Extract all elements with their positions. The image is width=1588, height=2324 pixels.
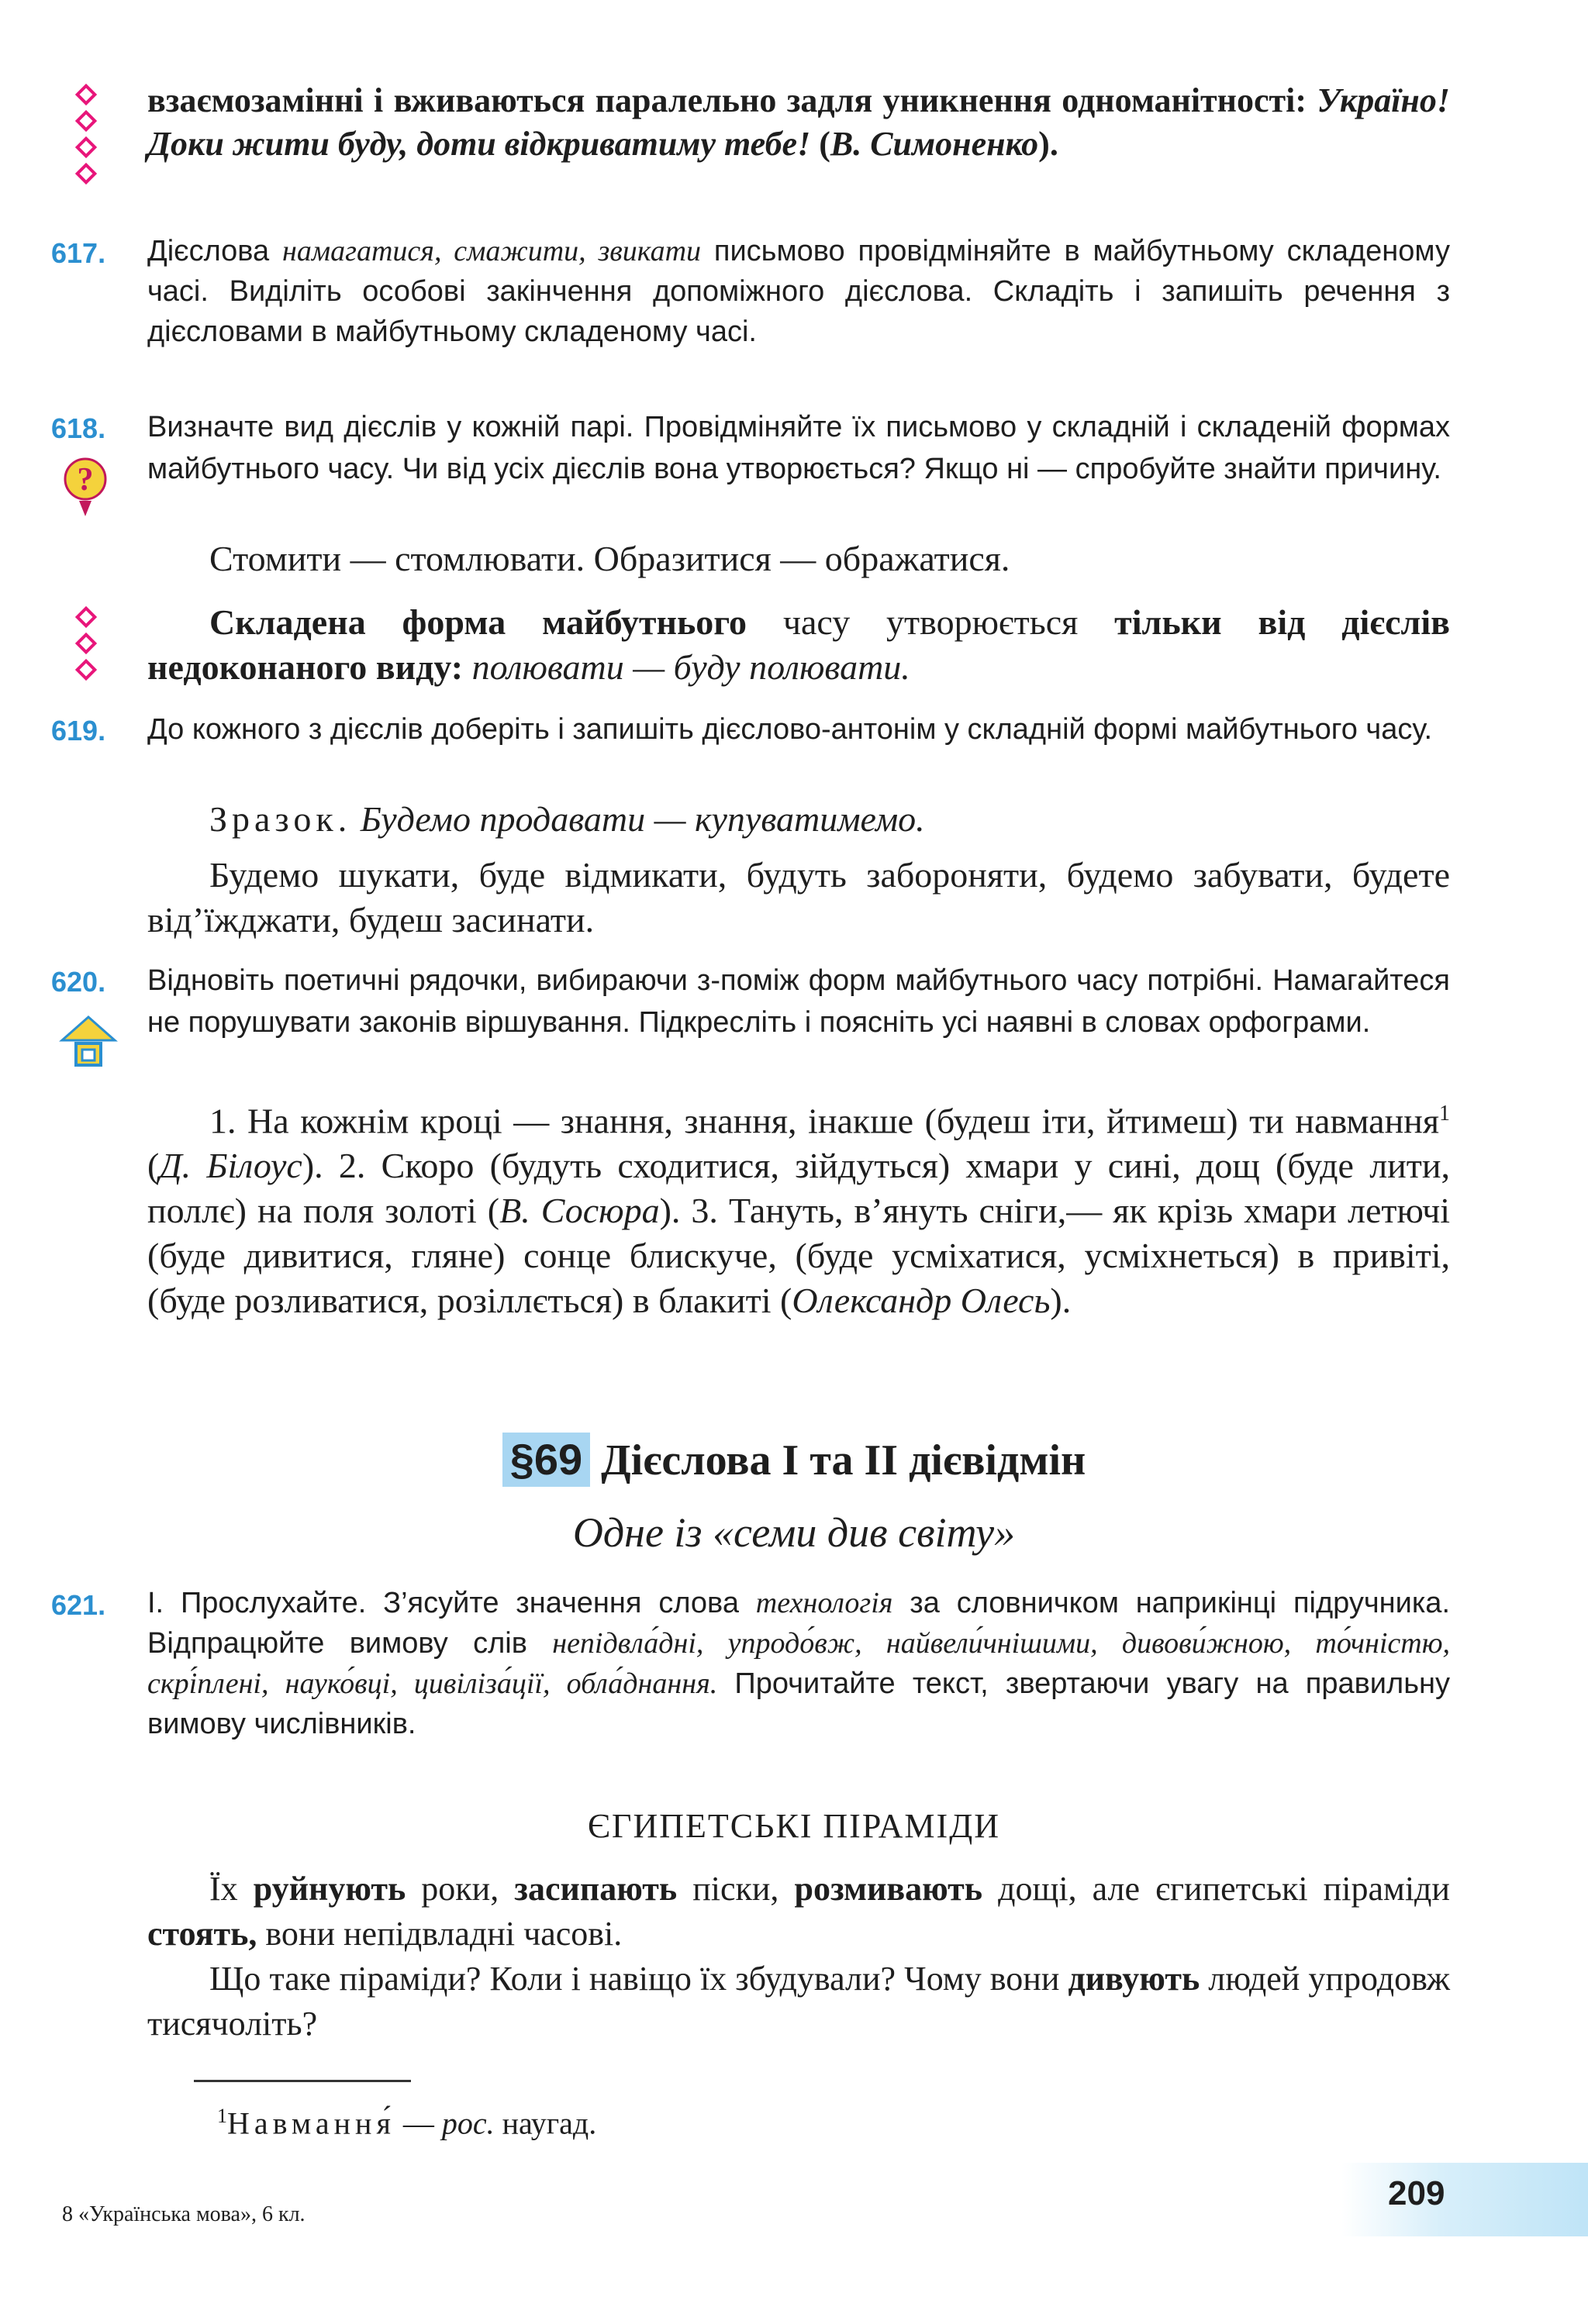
footnote-divider xyxy=(194,2080,411,2082)
reading-verb: стоять, xyxy=(147,1915,257,1953)
diamond-icon xyxy=(75,84,97,105)
poem-text: 1. На кожнім кроці — знання, знання, інакше (будеш іти, йтимеш) ти навмання xyxy=(209,1101,1439,1141)
reading-text: Що таке піраміди? Коли і навіщо їх збудували? Чому вони xyxy=(209,1960,1068,1998)
sample-text: Будемо продавати — купуватимемо. xyxy=(351,799,925,839)
poem-author: Олександр Олесь xyxy=(792,1281,1051,1321)
diamond-icon xyxy=(75,163,97,184)
footnote-term: Навманн xyxy=(227,2105,377,2141)
reading-text: вони непідвладні часові. xyxy=(257,1915,623,1953)
exercise-619-sample xyxy=(209,797,1450,842)
exercise-617-text xyxy=(147,231,1450,352)
exercise-618-text: Визначте вид дієслів у кожній парі. Провідміняйте їх письмово у складній і складеній формах майбутнього часу. Чи від усіх дієслів вона утворюється? Якщо ні — спробуйте знайти причину. xyxy=(147,411,1450,485)
exercise-number-619: 619. xyxy=(51,715,106,747)
reading-verb: розмивають xyxy=(794,1870,983,1908)
exercise-words: намагатися, смажити, звикати xyxy=(282,235,702,267)
exercise-text: Прочитайте текст, звертаючи увагу на правильну вимову числівників. xyxy=(147,1667,1450,1740)
exercise-number-618: 618. xyxy=(51,412,106,444)
exercise-number-617: 617. xyxy=(51,237,106,269)
sample-label: Зразок. xyxy=(209,799,352,839)
reading-verb: руйнують xyxy=(253,1870,406,1908)
rule-marker-diamonds xyxy=(74,609,98,688)
exercise-words: непідвла́дні, упродо́вж, найвели́чнішими, дивови́жною, то́чністю, скрі́плені, науко́вці, цивіліза́ції, обла́днання. xyxy=(147,1627,1450,1700)
home-task-icon xyxy=(59,1012,118,1070)
poem-author: Д. Білоус xyxy=(159,1146,302,1186)
rule-text: тільки від дієслів недоконаного виду: xyxy=(147,602,1450,687)
diamond-icon xyxy=(75,659,97,681)
reading-paragraph-1 xyxy=(147,1867,1450,1957)
diamond-icon xyxy=(75,110,97,132)
footnote-term-accent: я́ xyxy=(376,2105,395,2141)
section-subtitle: Одне із «семи див світу» xyxy=(572,1509,1016,1556)
rule-example: полювати — буду полювати. xyxy=(471,647,910,687)
exercise-text: І. Прослухайте. З’ясуйте значення слова xyxy=(147,1587,756,1619)
exercise-620-poem xyxy=(147,1091,1450,1323)
diamond-icon xyxy=(75,136,97,158)
exercise-text: Дієслова xyxy=(147,235,283,267)
exercise-number-621: 621. xyxy=(51,1589,106,1621)
page-number-band xyxy=(1341,2163,1588,2236)
footnote-lang: рос. xyxy=(441,2105,495,2141)
reading-verb: дивують xyxy=(1068,1960,1200,1998)
svg-text:?: ? xyxy=(77,462,94,498)
footer-book-info: 8 «Українська мова», 6 кл. xyxy=(62,2202,306,2226)
reading-text: Їх xyxy=(209,1870,254,1908)
exercise-618-example: Стомити — стомлювати. Образитися — ображатися. xyxy=(209,539,1010,578)
poem-text: ). 2. Скоро (будуть сходитися, зійдуться) хмари у сині, дощ (буде лити, поллє) на поля золоті ( xyxy=(147,1146,1451,1231)
footnote-dash: — xyxy=(395,2105,442,2141)
reading-title: ЄГИПЕТСЬКІ ПІРАМІДИ xyxy=(587,1807,1000,1845)
rule-paren-close: ). xyxy=(1038,125,1058,163)
poem-text: ( xyxy=(147,1146,160,1186)
exercise-word: технологія xyxy=(755,1587,893,1619)
exercise-619-words: Будемо шукати, буде відмикати, будуть забороняти, будемо забувати, будете від’їжджати, будеш засинати. xyxy=(147,855,1450,940)
rule-text: Складена форма майбутнього xyxy=(209,602,747,642)
diamond-icon xyxy=(75,606,97,628)
section-title: Дієслова І та ІІ дієвідмін xyxy=(590,1436,1086,1484)
reading-text: роки, xyxy=(406,1870,515,1908)
rule-author: В. Симоненко xyxy=(830,125,1039,163)
exercise-619-text: До кожного з дієслів доберіть і запишіть дієслово-антонім у складній формі майбутнього часу. xyxy=(147,713,1433,746)
footnote-ref: 1 xyxy=(1439,1102,1450,1126)
poem-author: В. Сосюра xyxy=(499,1191,660,1231)
rule-marker-diamonds xyxy=(74,87,98,192)
reading-text: людей упродовж тисячоліть? xyxy=(147,1960,1450,2043)
exercise-text: за словничком наприкінці підручника. Відпрацюйте вимову слів xyxy=(147,1587,1450,1660)
reading-paragraph-2 xyxy=(147,1957,1450,2046)
rule-text: часу утворюється xyxy=(747,602,1115,642)
exercise-text: письмово провідміняйте в майбутньому складеному часі. Виділіть особові закінчення допоміжного дієслова. Складіть і запишіть речення з дієсловами в майбутньому складеному часі. xyxy=(147,235,1450,348)
reading-text: піски, xyxy=(677,1870,795,1908)
footnote-meaning: наугад. xyxy=(494,2105,597,2141)
reading-text: дощі, але єгипетські піраміди xyxy=(982,1870,1450,1908)
reading-verb: засипають xyxy=(514,1870,678,1908)
rule-block-2 xyxy=(147,600,1450,690)
section-heading xyxy=(0,1433,1588,1488)
exercise-number-620: 620. xyxy=(51,966,106,998)
question-icon xyxy=(62,456,109,519)
diamond-icon xyxy=(75,633,97,654)
rule-block-1 xyxy=(147,79,1450,166)
poem-text: ). 3. Тануть, в’януть сніги,— як крізь хмари летючі (буде дивитися, гляне) сонце блискуче, (буде усміхатися, усміхнеться) в привіті, (буде розливатися, розіллється) в блакиті ( xyxy=(147,1191,1450,1321)
rule-text: взаємозамінні і вживаються паралельно задля уникнення одноманітності: xyxy=(147,81,1317,119)
rule-example: Україно! Доки жити буду, доти відкриватиму тебе! xyxy=(147,81,1450,163)
section-number: §69 xyxy=(502,1433,590,1487)
exercise-620-text: Відновіть поетичні рядочки, вибираючи з-поміж форм майбутнього часу потрібні. Намагайтеся не порушувати законів віршування. Підкресліть і поясніть усі наявні в словах орфограми. xyxy=(147,964,1450,1039)
exercise-621-text xyxy=(147,1583,1450,1744)
footnote-mark: 1 xyxy=(217,2105,227,2127)
rule-paren: ( xyxy=(810,125,830,163)
footnote xyxy=(217,2097,596,2143)
poem-text: ). xyxy=(1050,1281,1072,1321)
page-number: 209 xyxy=(1388,2174,1445,2212)
rule-space xyxy=(463,647,472,687)
